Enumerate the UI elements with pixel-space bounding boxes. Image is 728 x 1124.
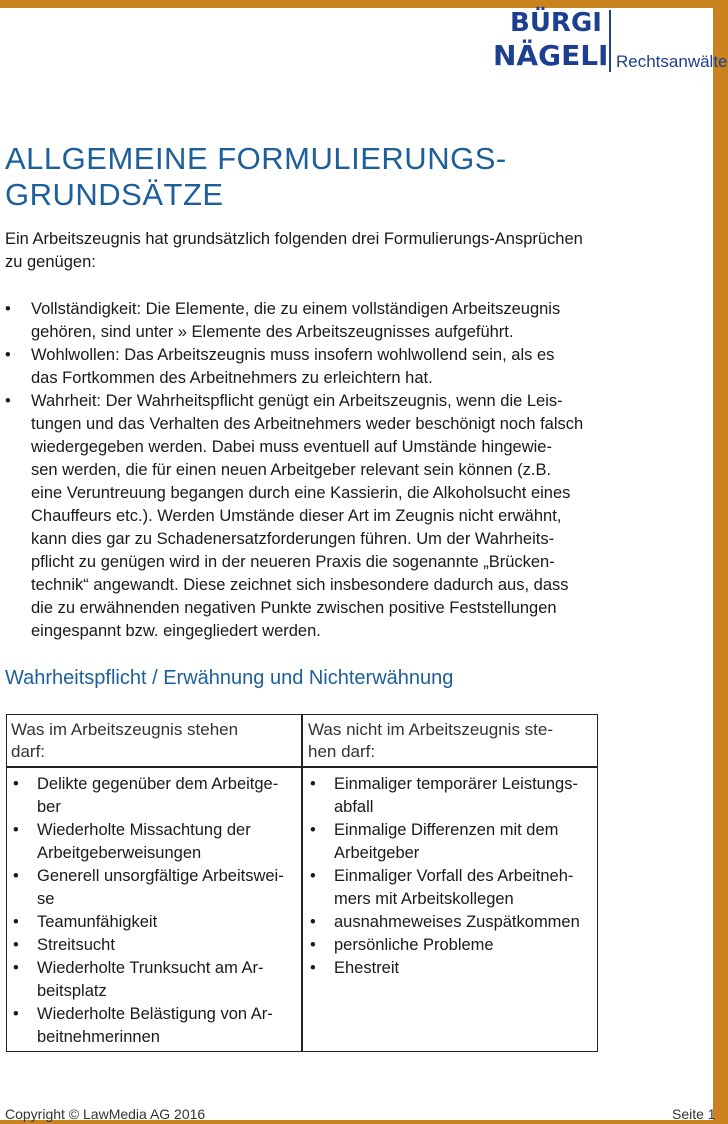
bullet-marker: • [13,913,19,931]
page-title-line-2: GRUNDSÄTZE [5,177,224,212]
list-item-text: Chauffeurs etc.). Werden Umstände dieser Art im Zeugnis nicht erwähnt, [31,507,562,525]
table-header-text: hen darf: [308,742,376,761]
table-list-item [308,773,593,819]
bullet-marker: • [310,775,316,793]
list-item-text: Wahrheit: Der Wahrheitspflicht genügt ein Arbeitszeugnis, wenn die Leis- [31,392,563,410]
list-item [5,298,605,344]
list-item-text: pflicht zu genügen wird in der neueren Praxis die sogenannte „Brücken- [31,553,555,571]
list-item-text: Generell unsorgfältige Arbeitswei- [37,867,284,885]
table-header-text: Was im Arbeitszeugnis stehen [11,720,239,739]
page-title [5,141,507,213]
bullet-marker: • [13,1005,19,1023]
table-list-item [11,957,296,1003]
table-list-item [11,865,296,911]
list-item-text: Wiederholte Belästigung von Ar- [37,1005,273,1023]
list-item-text: sen werden, die für einen neuen Arbeitgeber relevant sein können (z.B. [31,461,552,479]
table-header-text: Was nicht im Arbeitszeugnis ste- [308,720,554,739]
list-item-text: Einmaliger temporärer Leistungs- [334,775,578,793]
list-item-text: abfall [334,798,374,816]
table-list-item [308,934,593,957]
list-item-text: eine Veruntreuung begangen durch eine Kassierin, die Alkoholsucht eines [31,484,571,502]
list-item-text: Einmalige Differenzen mit dem [334,821,559,839]
list-item-text: Vollständigkeit: Die Elemente, die zu einem vollständigen Arbeitszeugnis [31,300,561,318]
list-item-text: Streitsucht [37,936,115,954]
list-item-text: Delikte gegenüber dem Arbeitge- [37,775,279,793]
table-list-item [308,865,593,911]
table-header-not-allowed [308,719,588,763]
bullet-marker: • [5,300,11,318]
logo-line-1: BÜRGI [510,8,602,38]
table-header-text: darf: [11,742,46,761]
list-item-text: Arbeitgeberweisungen [37,844,202,862]
allowed-items-list [11,773,296,1049]
list-item-text: eingespannt bzw. eingegliedert werden. [31,622,321,640]
list-item-text: technik“ angewandt. Diese zeichnet sich insbesondere dadurch aus, dass [31,576,569,594]
table-list-item [308,957,593,980]
intro-line-2: zu genügen: [5,253,96,271]
list-item-text: Arbeitgeber [334,844,420,862]
table-list-item [11,1003,296,1049]
list-item-text: mers mit Arbeitskollegen [334,890,514,908]
page-title-line-1: ALLGEMEINE FORMULIERUNGS- [5,141,507,176]
list-item-text: persönliche Probleme [334,936,494,954]
table-list-item [11,819,296,865]
list-item-text: die zu erwähnenden negativen Punkte zwischen positive Feststellungen [31,599,557,617]
not-allowed-items-list [308,773,593,980]
principles-list [5,298,605,643]
logo-line-2: NÄGELI [493,39,609,72]
list-item-text: ber [37,798,61,816]
list-item-text: se [37,890,55,908]
bullet-marker: • [13,959,19,977]
intro-line-1: Ein Arbeitszeugnis hat grundsätzlich folgenden drei Formulierungs-Ansprüchen [5,230,583,248]
table-header-divider [7,766,597,768]
list-item-text: Wohlwollen: Das Arbeitszeugnis muss insofern wohlwollend sein, als es [31,346,555,364]
list-item-text: gehören, sind unter » Elemente des Arbeitszeugnisses aufgeführt. [31,323,514,341]
table-list-item [11,773,296,819]
footer-copyright: Copyright © LawMedia AG 2016 [5,1106,206,1122]
list-item [5,344,605,390]
bullet-marker: • [310,936,316,954]
list-item-text: Teamunfähigkeit [37,913,158,931]
table-list-item [11,911,296,934]
list-item-text: beitsplatz [37,982,107,1000]
list-item-text: Ehestreit [334,959,400,977]
logo-divider [609,10,611,72]
bullet-marker: • [310,959,316,977]
list-item-text: wiedergegeben werden. Dabei muss eventuell auf Umstände hingewie- [31,438,552,456]
bullet-marker: • [13,867,19,885]
bullet-marker: • [5,392,11,410]
table-list-item [11,934,296,957]
list-item-text: kann dies gar zu Schadenersatzforderungen führen. Um der Wahrheits- [31,530,555,548]
document-page [0,8,728,1122]
table-list-item [308,911,593,934]
table-header-allowed [11,719,291,763]
logo-subtitle: Rechtsanwälte [616,52,728,71]
list-item-text: tungen und das Verhalten des Arbeitnehmers weder beschönigt noch falsch [31,415,584,433]
intro-paragraph [5,228,605,274]
company-logo [493,8,728,78]
list-item-text: ausnahmeweises Zuspätkommen [334,913,580,931]
bullet-marker: • [310,913,316,931]
comparison-table [6,714,598,1052]
bullet-marker: • [310,821,316,839]
bullet-marker: • [5,346,11,364]
table-list-item [308,819,593,865]
bullet-marker: • [13,775,19,793]
list-item-text: beitnehmerinnen [37,1028,160,1046]
list-item [5,390,605,643]
list-item-text: Wiederholte Missachtung der [37,821,251,839]
list-item-text: Wiederholte Trunksucht am Ar- [37,959,264,977]
footer-page-number: Seite 1 [672,1106,716,1122]
bullet-marker: • [310,867,316,885]
section-heading: Wahrheitspflicht / Erwähnung und Nichterwähnung [5,667,454,689]
list-item-text: Einmaliger Vorfall des Arbeitneh- [334,867,574,885]
bullet-marker: • [13,936,19,954]
bullet-marker: • [13,821,19,839]
list-item-text: das Fortkommen des Arbeitnehmers zu erleichtern hat. [31,369,433,387]
